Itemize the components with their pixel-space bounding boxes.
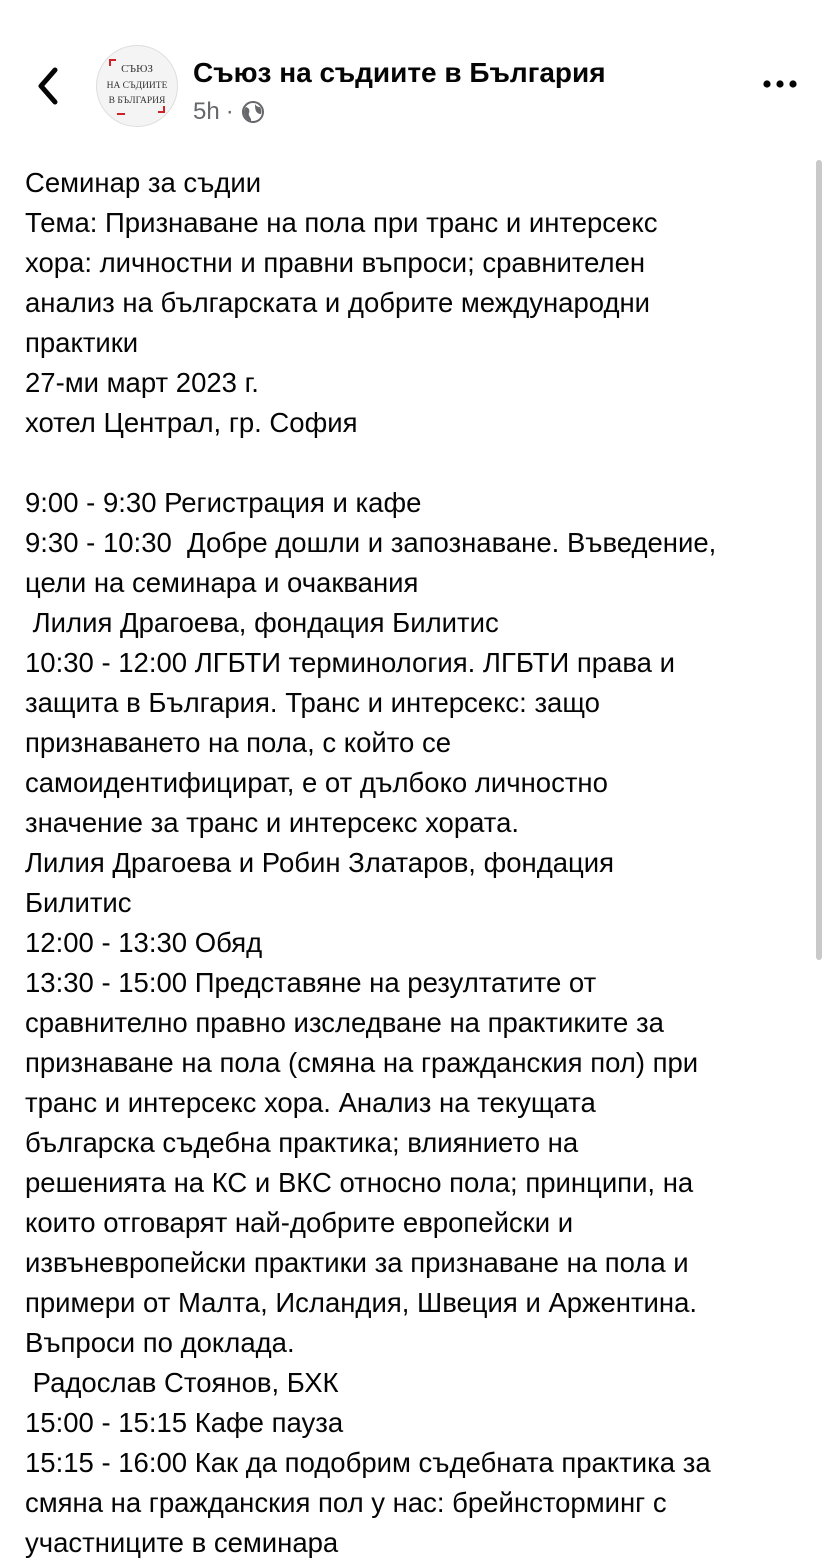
post-text	[25, 163, 815, 1563]
more-options-button[interactable]	[756, 66, 804, 102]
post-text-line: 9:00 - 9:30 Регистрация и кафе	[25, 487, 422, 518]
post-text-line: практики	[25, 327, 139, 358]
post-text-line: 9:30 - 10:30 Добре дошли и запознаване. Въведение,	[25, 527, 717, 558]
post-text-line: Лилия Драгоева и Робин Златаров, фондация	[25, 847, 615, 878]
post-text-line: Семинар за съдии	[25, 167, 262, 198]
post-text-line: хотел Централ, гр. София	[25, 407, 358, 438]
logo-line-2: НА СЪДИИТЕ	[106, 81, 168, 91]
post-text-line: смяна на гражданския пол у нас: брейнсторминг с	[25, 1487, 667, 1518]
more-horizontal-icon	[762, 79, 798, 89]
post-header	[0, 0, 828, 140]
logo-line-3: В БЪЛГАРИЯ	[108, 96, 166, 106]
post-text-line: българска съдебна практика; влиянието на	[25, 1127, 579, 1158]
post-text-line: решенията на КС и ВКС относно пола; принципи, на	[25, 1167, 694, 1198]
post-text-line: извъневропейски практики за признаване на пола и	[25, 1247, 689, 1278]
post-text-line: които отговарят най-добрите европейски и	[25, 1207, 574, 1238]
scrollbar[interactable]	[816, 160, 822, 960]
post-text-line: признаване на пола (смяна на гражданския пол) при	[25, 1047, 699, 1078]
post-text-line: сравнително правно изследване на практиките за	[25, 1007, 664, 1038]
post-text-line: 12:00 - 13:30 Обяд	[25, 927, 263, 958]
post-meta	[193, 96, 265, 128]
post-text-line: транс и интерсекс хора. Анализ на текущата	[25, 1087, 596, 1118]
post-text-line: примери от Малта, Исландия, Швеция и Аржентина.	[25, 1287, 698, 1318]
globe-icon	[241, 100, 265, 124]
organization-logo	[97, 46, 177, 126]
post-text-line: 10:30 - 12:00 ЛГБТИ терминология. ЛГБТИ права и	[25, 647, 675, 678]
post-text-line: Тема: Признаване на пола при транс и интерсекс	[25, 207, 658, 238]
post-text-line: самоидентифицират, е от дълбоко личностно	[25, 767, 608, 798]
page-avatar[interactable]	[96, 45, 178, 127]
post-text-line: Лилия Драгоева, фондация Билитис	[25, 607, 499, 638]
post-text-line: защита в България. Транс и интерсекс: защо	[25, 687, 600, 718]
post-text-line: Билитис	[25, 887, 132, 918]
post-text-line: цели на семинара и очаквания	[25, 567, 419, 598]
logo-line-1: СЪЮЗ	[121, 63, 153, 75]
post-text-line: 27-ми март 2023 г.	[25, 367, 259, 398]
meta-separator: ·	[225, 98, 234, 125]
post-timestamp[interactable]: 5h	[193, 98, 220, 125]
chevron-left-icon	[35, 66, 61, 106]
post-text-line: 13:30 - 15:00 Представяне на резултатите от	[25, 967, 597, 998]
post-text-line: Радослав Стоянов, БХК	[25, 1367, 339, 1398]
back-button[interactable]	[28, 62, 68, 110]
post-text-line: анализ на българската и добрите международни	[25, 287, 651, 318]
post-text-line: 15:15 - 16:00 Как да подобрим съдебната практика за	[25, 1447, 711, 1478]
post-text-line: значение за транс и интерсекс хората.	[25, 807, 520, 838]
post-text-line: Въпроси по доклада.	[25, 1327, 295, 1358]
page-name-link[interactable]: Съюз на съдиите в България	[193, 57, 606, 88]
post-text-line: 15:00 - 15:15 Кафе пауза	[25, 1407, 344, 1438]
post-text-line: признаването на пола, с който се	[25, 727, 451, 758]
post-text-line: участниците в семинара	[25, 1527, 339, 1558]
post-text-line	[25, 443, 815, 483]
post-text-line: хора: личностни и правни въпроси; сравнителен	[25, 247, 646, 278]
